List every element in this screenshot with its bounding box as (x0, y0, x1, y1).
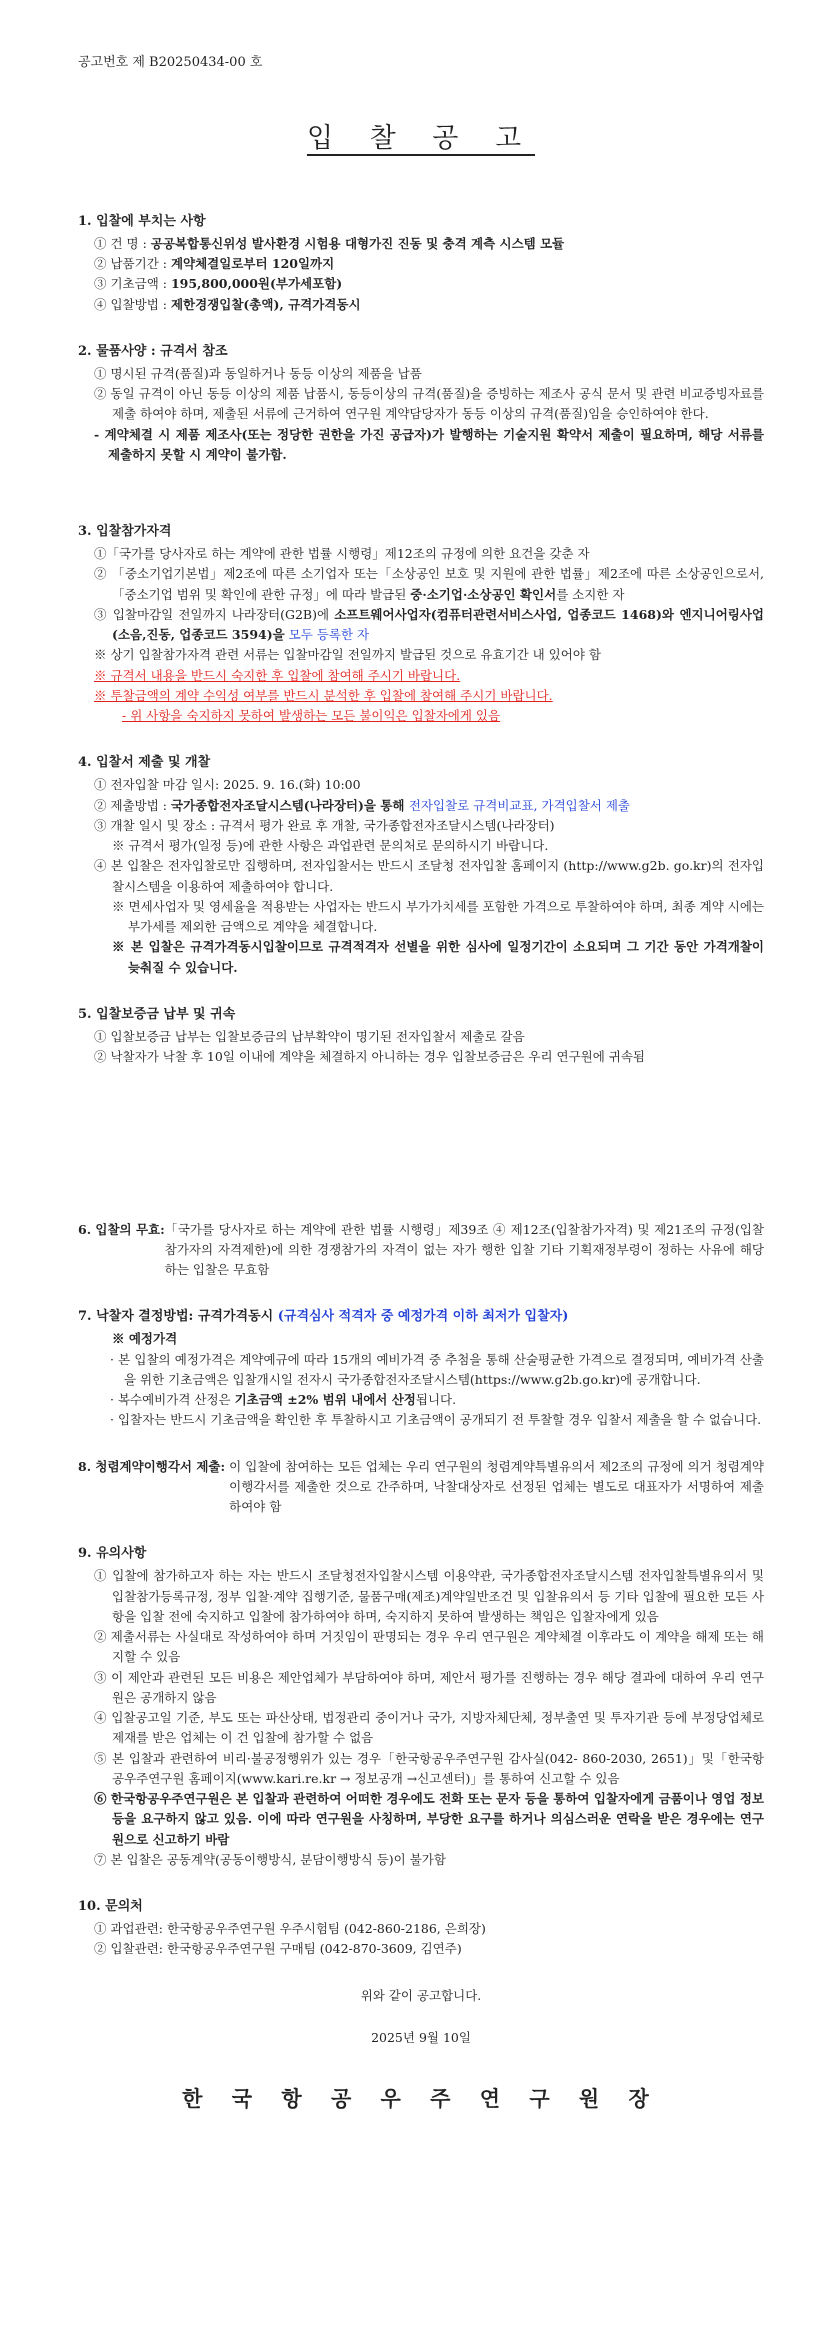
precaution-item: ⑥ 한국항공우주연구원은 본 입찰과 관련하여 어떠한 경우에도 전화 또는 문자 등을 통하여 입찰자에게 금품이나 영업 정보 등을 요구하지 않고 있음. 이에 따라 연구원을 사칭하며, 부당한 요구를 하거나 의심스러운 연락을 받은 경우에는 연구원으로 신고하기 바람 (94, 1791, 764, 1847)
eligibility-warning: ※ 투찰금액의 계약 수익성 여부를 반드시 분석한 후 입찰에 참여해 주시기 바랍니다. (94, 687, 553, 703)
spec-notice: - 계약체결 시 제품 제조사(또는 정당한 권한을 가진 공급자)가 발행하는 기술지원 확약서 제출이 필요하며, 해당 서류를 제출하지 못할 시 계약이 불가함. (94, 426, 764, 462)
estimated-price-heading: ※ 예정가격 (112, 1331, 178, 1347)
base-amount-value: 195,800,000원(부가세포함) (170, 276, 343, 292)
precaution-item: ⑦ 본 입찰은 공동계약(공동이행방식, 분담이행방식 등)이 불가함 (94, 1851, 446, 1867)
section-heading: 9. 유의사항 (78, 1546, 147, 1562)
precaution-item: ⑤ 본 입찰과 관련하여 비리·불공정행위가 있는 경우「한국항공우주연구원 감사실(042- 860-2030, 2651)」및「한국항공우주연구원 홈페이지(www.kari.re.kr → 정보공개 →신고센터)」를 통하여 신고할 수 있음 (94, 1750, 764, 1786)
section-heading: 3. 입찰참가자격 (78, 524, 172, 540)
submission-item: ① 전자입찰 마감 일시: 2025. 9. 16.(화) 10:00 (94, 777, 361, 793)
spec-item: ② 동일 규격이 아닌 동등 이상의 제품 납품시, 동등이상의 규격(품질)을 증빙하는 제조사 공식 문서 및 관련 비교증빙자료를 제출 하여야 하며, 제출된 서류에 근거하여 연구원 계약담당자가 동등 이상의 규격(품질)임을 승인하여야 한다. (94, 386, 764, 422)
section-bid-bond (78, 1004, 764, 1068)
contact-item: ① 과업관련: 한국항공우주연구원 우주시험팀 (042-860-2186, 은희장) (94, 1921, 486, 1937)
eligibility-item (78, 605, 764, 646)
estimated-price-emphasis: 기초금액 ±2% 범위 내에서 산정 (234, 1392, 416, 1408)
section-submission (78, 752, 764, 978)
eligibility-note: ※ 상기 입찰참가자격 관련 서류는 입찰마감일 전일까지 발급된 것으로 유효기간 내 있어야 함 (94, 647, 601, 663)
estimated-price-text: 됩니다. (415, 1392, 457, 1408)
eligibility-emphasis: 소프트웨어사업자(컴퓨터관련서비스사업, 업종코드 1468)와 엔지니어링사업(소음,진동, 업종코드 3594)을 (112, 606, 765, 643)
issuer-name: 한 국 항 공 우 주 연 구 원 장 (182, 2086, 660, 2112)
integrity-pledge-text: 이 입찰에 참여하는 모든 업체는 우리 연구원의 청렴계약특별유의서 제2조의 규정에 의거 청렴계약이행각서를 제출한 것으로 간주하며, 낙찰대상자로 선정된 업체는 별도로 대표자가 서명하여 제출하여야 함 (229, 1458, 764, 1515)
eligibility-item (78, 564, 764, 605)
bond-item: ② 낙찰자가 낙찰 후 10일 이내에 계약을 체결하지 아니하는 경우 입찰보증금은 우리 연구원에 귀속됨 (94, 1049, 645, 1065)
section-heading (78, 1306, 764, 1327)
item-name-value: 공공복합통신위성 발사환경 시험용 대형가진 진동 및 충격 계측 시스템 모듈 (150, 235, 565, 251)
submission-emphasis: 국가종합전자조달시스템(나라장터)을 통해 (170, 797, 409, 813)
submission-item (78, 796, 764, 816)
base-amount-row (78, 274, 764, 294)
section-contacts (78, 1896, 764, 1960)
section-bid-items (78, 211, 764, 315)
bid-method-row (78, 295, 764, 315)
submission-item: ③ 개찰 일시 및 장소 : 규격서 평가 완료 후 개찰, 국가종합전자조달시스템(나라장터) (94, 817, 555, 833)
precaution-item: ③ 이 제안과 관련된 모든 비용은 제안업체가 부담하여야 하며, 제안서 평가를 진행하는 경우 해당 결과에 대하여 우리 연구원은 공개하지 않음 (94, 1669, 764, 1705)
precaution-item: ② 제출서류는 사실대로 작성하여야 하며 거짓임이 판명되는 경우 우리 연구원은 계약체결 이후라도 이 계약을 해제 또는 해지할 수 있음 (94, 1629, 764, 1665)
notice-number: 공고번호 제 B20250434-00 호 (78, 55, 263, 70)
section-heading: 2. 물품사양 : 규격서 참조 (78, 343, 228, 359)
section-precautions (78, 1543, 764, 1870)
bid-method-value: 제한경쟁입찰(총액), 규격가격동시 (170, 296, 361, 312)
bid-method-label: ④ 입찰방법 : (94, 296, 171, 312)
closing-statement: 위와 같이 공고합니다. (360, 1987, 482, 2003)
award-method-detail: (규격심사 적격자 중 예정가격 이하 최저가 입찰자) (277, 1309, 569, 1325)
estimated-price-item (78, 1390, 764, 1410)
section-integrity-pledge (78, 1457, 764, 1518)
notice-date: 2025년 9월 10일 (371, 2029, 471, 2045)
section-heading: 1. 입찰에 부치는 사항 (78, 213, 206, 229)
eligibility-item: ①「국가를 당사자로 하는 계약에 관한 법률 시행령」제12조의 규정에 의한 요건을 갖춘 자 (94, 546, 590, 562)
submission-highlight: 전자입찰로 규격비교표, 가격입찰서 제출 (408, 797, 630, 813)
eligibility-warning: ※ 규격서 내용을 반드시 숙지한 후 입찰에 참여해 주시기 바랍니다. (94, 667, 461, 683)
submission-note: ※ 본 입찰은 규격가격동시입찰이므로 규격적격자 선별을 위한 심사에 일정기간이 소요되며 그 기간 동안 가격개찰이 늦춰질 수 있습니다. (112, 939, 764, 975)
base-amount-label: ③ 기초금액 : (94, 276, 171, 292)
submission-note: ※ 규격서 평가(일정 등)에 관한 사항은 과업관련 문의처로 문의하시기 바랍니다. (112, 838, 549, 854)
precaution-item: ④ 입찰공고일 기준, 부도 또는 파산상태, 법정관리 중이거나 국가, 지방자체단체, 정부출연 및 투자기관 등에 부정당업체로 제재를 받은 업체는 이 건 입찰에 참가할 수 없음 (94, 1710, 764, 1746)
award-method-label: 7. 낙찰자 결정방법: 규격가격동시 (78, 1309, 278, 1325)
precaution-item: ① 입찰에 참가하고자 하는 자는 반드시 조달청전자입찰시스템 이용약관, 국가종합전자조달시스템 전자입찰특별유의서 및 입찰참가등록규정, 정부 입찰·계약 집행기준, 물품구매(제조)계약일반조건 및 입찰유의서 등 기타 입찰에 필요한 모든 사항을 입찰 전에 숙지하고 입찰에 참가하여야 하며, 숙지하지 못하여 발생하는 책임은 입찰자에게 있음 (94, 1568, 764, 1624)
estimated-price-item: · 본 입찰의 예정가격은 계약예규에 따라 15개의 예비가격 중 추첨을 통해 산술평균한 가격으로 결정되며, 예비가격 산출을 위한 기초금액은 입찰개시일 전자시 국가종합전자조달시스템(https://www.g2b.go.kr)에 공개합니다. (110, 1351, 764, 1387)
delivery-period-row (78, 254, 764, 274)
delivery-period-label: ② 납품기간 : (94, 256, 171, 272)
bond-item: ① 입찰보증금 납부는 입찰보증금의 납부확약이 명기된 전자입찰서 제출로 갈음 (94, 1029, 525, 1045)
eligibility-warning: - 위 사항을 숙지하지 못하여 발생하는 모든 불이익은 입찰자에게 있음 (122, 708, 501, 724)
eligibility-text: 를 소지한 자 (556, 586, 625, 602)
section-heading: 10. 문의처 (78, 1899, 143, 1915)
section-heading: 4. 입찰서 제출 및 개찰 (78, 755, 211, 771)
eligibility-emphasis: 중·소기업·소상공인 확인서 (410, 586, 557, 602)
eligibility-text: ② 「중소기업기본법」제2조에 따른 소기업자 또는「소상공인 보호 및 지원에 관한 법률」제2조에 따른 소상공인으로서,「중소기업 범위 및 확인에 관한 규정」에 따라 발급된 (94, 566, 764, 602)
eligibility-highlight: 모두 등록한 자 (284, 627, 370, 643)
section-specifications (78, 341, 764, 465)
item-name-row (78, 234, 764, 254)
estimated-price-item: · 입찰자는 반드시 기초금액을 확인한 후 투찰하시고 기초금액이 공개되기 전 투찰할 경우 입찰서 제출을 할 수 없습니다. (110, 1412, 762, 1428)
section-heading: 6. 입찰의 무효: (78, 1221, 165, 1237)
spec-item: ① 명시된 규격(품질)과 동일하거나 동등 이상의 제품을 납품 (94, 365, 422, 381)
submission-note: ※ 면세사업자 및 영세율을 적용받는 사업자는 반드시 부가가치세를 포함한 가격으로 투찰하여야 하며, 최종 계약 시에는 부가세를 제외한 금액으로 계약을 체결합니다. (112, 898, 764, 935)
section-eligibility (78, 521, 764, 726)
section-heading: 5. 입찰보증금 납부 및 귀속 (78, 1006, 236, 1022)
item-name-label: ① 건 명 : (94, 235, 151, 251)
section-invalid-bids (78, 1220, 764, 1281)
submission-label: ② 제출방법 : (94, 797, 171, 813)
delivery-period-value: 계약체결일로부터 120일까지 (170, 256, 335, 272)
section-heading: 8. 청렴계약이행각서 제출: (78, 1458, 226, 1474)
section-award-method (78, 1306, 764, 1430)
invalid-bids-text: 「국가를 당사자로 하는 계약에 관한 법률 시행령」제39조 ④ 제12조(입찰참가자격) 및 제21조의 규정(입찰참가자의 자격제한)에 의한 경쟁참가의 자격이 없는 자가 행한 입찰 기타 기획재정부령이 정하는 사유에 해당하는 입찰은 무효함 (164, 1221, 764, 1278)
contact-item: ② 입찰관련: 한국항공우주연구원 구매팀 (042-870-3609, 김연주) (94, 1941, 462, 1957)
page-title: 입 찰 공 고 (306, 123, 536, 155)
eligibility-text: ③ 입찰마감일 전일까지 나라장터(G2B)에 (94, 606, 335, 622)
submission-item: ④ 본 입찰은 전자입찰로만 집행하며, 전자입찰서는 반드시 조달청 전자입찰 홈페이지 (http://www.g2b. go.kr)의 전자입찰시스템을 이용하여 제출하여야 합니다. (94, 858, 764, 894)
estimated-price-text: · 복수예비가격 산정은 (110, 1392, 235, 1408)
